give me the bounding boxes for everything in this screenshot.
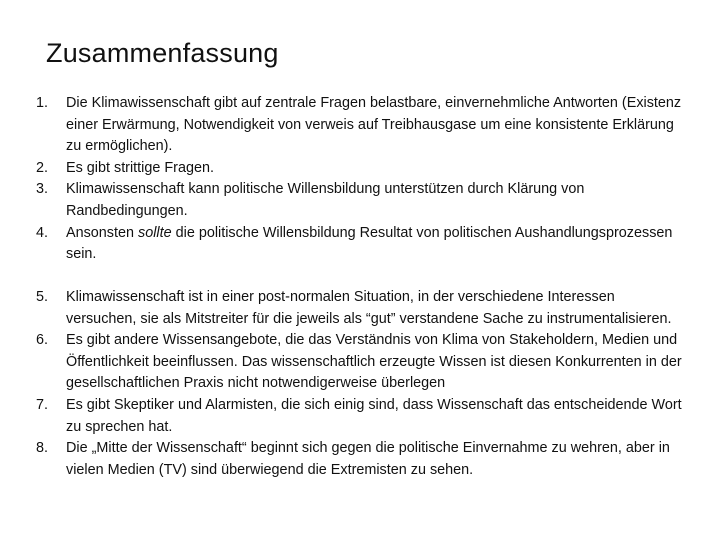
item-text: Es gibt andere Wissensangebote, die das Verständnis von Klima von Stakeholdern, Medien und Öffentlichkeit beeinflussen. Das wissenschaftlich erzeugte Wissen ist diesen Konkurrenten in der gesellschaftlichen Praxis nicht notwendigerweise überlegen <box>66 332 682 392</box>
item-text-end: die politische Willensbildung Resultat von politischen Aushandlungsprozessen sein. <box>66 224 673 263</box>
item-text-start: Ansonsten <box>66 224 139 241</box>
list-item-3 <box>36 179 686 222</box>
list-item-6 <box>36 330 686 395</box>
item-text <box>66 225 672 263</box>
item-number: 8. <box>36 440 49 457</box>
summary-list-part-2 <box>36 287 686 481</box>
item-number: 1. <box>36 95 49 111</box>
list-item-1 <box>36 93 686 158</box>
item-text: Es gibt Skeptiker und Alarmisten, die sich einig sind, dass Wissenschaft das entscheidende Wort zu sprechen hat. <box>66 396 682 435</box>
list-item-5 <box>36 287 686 330</box>
list-item-8 <box>36 438 686 481</box>
item-number: 2. <box>36 159 49 176</box>
item-text: Die „Mitte der Wissenschaft“ beginnt sich gegen die politische Einvernahme zu wehren, aber in vielen Medien (TV) sind überwiegend die Extremisten zu sehen. <box>66 440 670 478</box>
item-text-emphasis: sollte <box>138 224 172 241</box>
item-number: 3. <box>36 181 49 198</box>
item-text: Klimawissenschaft kann politische Willensbildung unterstützen durch Klärung von Randbedingungen. <box>66 181 585 219</box>
item-number: 7. <box>36 396 49 413</box>
summary-list-part-1 <box>36 93 686 266</box>
list-item-2 <box>36 158 686 180</box>
slide-title: Zusammenfassung <box>46 38 279 68</box>
item-text: Klimawissenschaft ist in einer post-normalen Situation, in der verschiedene Interessen versuchen, sie als Mitstreiter für die jeweils als “gut” verstandene Sache zu instrumentalisieren. <box>66 289 672 327</box>
item-text: Die Klimawissenschaft gibt auf zentrale Fragen belastbare, einvernehmliche Antworten (Existenz einer Erwärmung, Notwendigkeit von verweis auf Treibhausgase um eine konsistente Erklärung zu ermöglichen). <box>66 95 682 155</box>
item-number: 4. <box>36 224 49 241</box>
list-item-7 <box>36 395 686 438</box>
item-text: Es gibt strittige Fragen. <box>66 159 214 176</box>
list-item-4 <box>36 223 686 266</box>
item-number: 5. <box>36 289 49 305</box>
item-number: 6. <box>36 332 49 349</box>
